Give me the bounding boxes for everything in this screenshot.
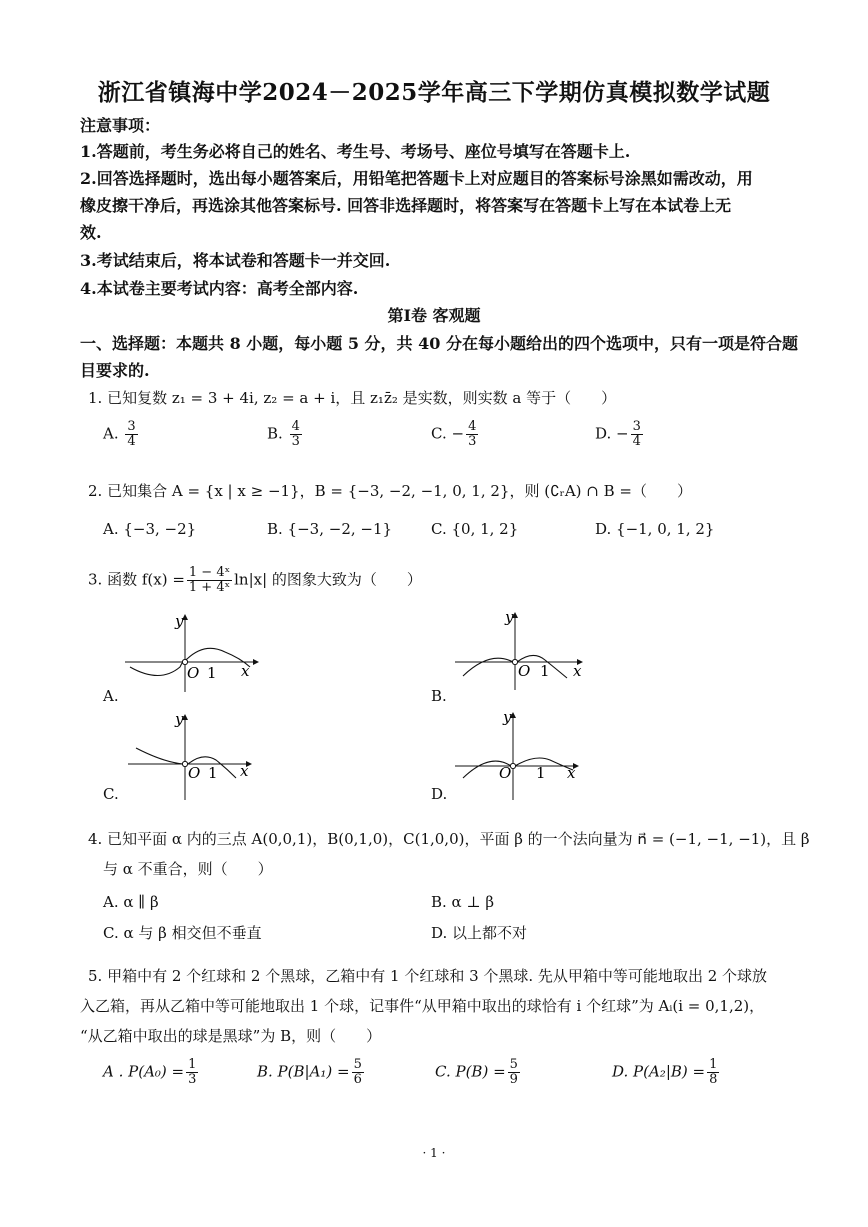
question-4-option-a: A. α ∥ β — [103, 893, 159, 911]
question-1-option-c: C. − $\frac{4}{3}$ — [431, 419, 477, 449]
graph-b-y-label: y — [505, 610, 514, 626]
part-one-heading: 一、选择题：本题共 8 小题，每小题 5 分，共 40 分在每小题给出的四个选项中，只有一项是符合题 — [80, 334, 798, 353]
question-2-option-b: B. {−3, −2, −1} — [267, 520, 393, 538]
question-3-option-b: B. — [431, 687, 447, 705]
graph-a-origin: O — [187, 664, 200, 682]
graph-d-tick: 1 — [536, 764, 546, 782]
notice-heading: 注意事项： — [80, 116, 161, 135]
notice-item: 1.答题前，考生务必将自己的姓名、考生号、考场号、座位号填写在答题卡上. — [80, 142, 631, 161]
question-5-stem-cont2: “从乙箱中取出的球是黑球”为 B，则（ ） — [80, 1027, 382, 1045]
section-title: 第Ⅰ卷 客观题 — [387, 306, 481, 325]
page-title: 浙江省镇海中学2024－2025学年高三下学期仿真模拟数学试题 — [97, 79, 771, 106]
question-2-option-c: C. {0, 1, 2} — [431, 520, 519, 538]
question-4-stem: 4. 已知平面 α 内的三点 A(0,0,1)，B(0,1,0)，C(1,0,0)，平面 β 的一个法向量为 n⃗ = (−1, −1, −1)，且 β — [88, 830, 810, 848]
graph-b-tick: 1 — [540, 662, 550, 680]
question-5-option-c: C. P(B) = $\frac{5}{9}$ — [435, 1057, 518, 1087]
notice-item: 效. — [80, 223, 102, 242]
notice-item: 3.考试结束后，将本试卷和答题卡一并交回. — [80, 251, 391, 270]
question-3-graph-c — [128, 712, 258, 802]
graph-c-tick: 1 — [208, 764, 218, 782]
question-2-option-a: A. {−3, −2} — [103, 520, 197, 538]
question-4-option-c: C. α 与 β 相交但不垂直 — [103, 924, 262, 942]
graph-a-tick: 1 — [207, 664, 217, 682]
notice-item: 橡皮擦干净后，再选涂其他答案标号. 回答非选择题时，将答案写在答题卡上写在本试卷上无 — [80, 196, 732, 215]
question-3-graph-a — [125, 612, 260, 692]
graph-a-x-label: x — [241, 662, 250, 680]
graph-d-origin: O — [499, 764, 512, 782]
question-5-stem: 5. 甲箱中有 2 个红球和 2 个黑球，乙箱中有 1 个红球和 3 个黑球. 先从甲箱中等可能地取出 2 个球放 — [88, 967, 768, 985]
question-2-option-d: D. {−1, 0, 1, 2} — [595, 520, 715, 538]
graph-c-x-label: x — [240, 762, 249, 780]
question-2-stem: 2. 已知集合 A = {x | x ≥ −1}，B = {−3, −2, −1, 0, 1, 2}，则 (∁ᵣA) ∩ B =（ ） — [88, 482, 692, 500]
question-3-graph-b — [455, 610, 585, 690]
graph-b-x-label: x — [573, 662, 582, 680]
question-1-stem: 1. 已知复数 z₁ = 3 + 4i, z₂ = a + i，且 z₁z̄₂ 是实数，则实数 a 等于（ ） — [88, 389, 617, 407]
question-4-option-b: B. α ⊥ β — [431, 893, 495, 911]
question-5-stem-cont: 入乙箱，再从乙箱中等可能地取出 1 个球，记事件“从甲箱中取出的球恰有 i 个红球”为 Aᵢ(i = 0,1,2)， — [80, 997, 765, 1015]
question-5-option-b: B. P(B|A₁) = $\frac{5}{6}$ — [257, 1057, 362, 1087]
graph-c-y-label: y — [175, 712, 184, 728]
question-4-option-d: D. 以上都不对 — [431, 924, 528, 942]
question-3-option-d: D. — [431, 785, 448, 803]
question-5-option-a: A . P(A₀) = $\frac{1}{3}$ — [103, 1057, 197, 1087]
graph-d-y-label: y — [503, 710, 512, 726]
question-1-option-a: A. $\frac{3}{4}$ — [103, 419, 136, 449]
question-5-option-d: D. P(A₂|B) = $\frac{1}{8}$ — [612, 1057, 718, 1087]
question-3-stem: 3. 函数 f(x) = $\frac{\text{1 − 4ˣ}}{\text{1 + 4ˣ}}$ ln|x| 的图象大致为（ ） — [88, 565, 422, 595]
part-one-heading-cont: 目要求的. — [80, 361, 150, 380]
graph-d-x-label: x — [567, 764, 576, 782]
graph-b-origin: O — [518, 662, 531, 680]
question-1-option-d: D. − $\frac{3}{4}$ — [595, 419, 641, 449]
graph-a-y-label: y — [175, 612, 184, 630]
notice-item: 4.本试卷主要考试内容：高考全部内容. — [80, 279, 359, 298]
graph-c-origin: O — [188, 764, 201, 782]
page-number: · 1 · — [422, 1146, 446, 1160]
question-3-graph-d — [455, 710, 585, 800]
question-1-option-b: B. $\frac{4}{3}$ — [267, 419, 300, 449]
notice-item: 2.回答选择题时，选出每小题答案后，用铅笔把答题卡上对应题目的答案标号涂黑如需改动，用 — [80, 169, 753, 188]
question-4-stem-cont: 与 α 不重合，则（ ） — [103, 860, 273, 878]
question-3-option-c: C. — [103, 785, 119, 803]
question-3-option-a: A. — [103, 687, 119, 705]
